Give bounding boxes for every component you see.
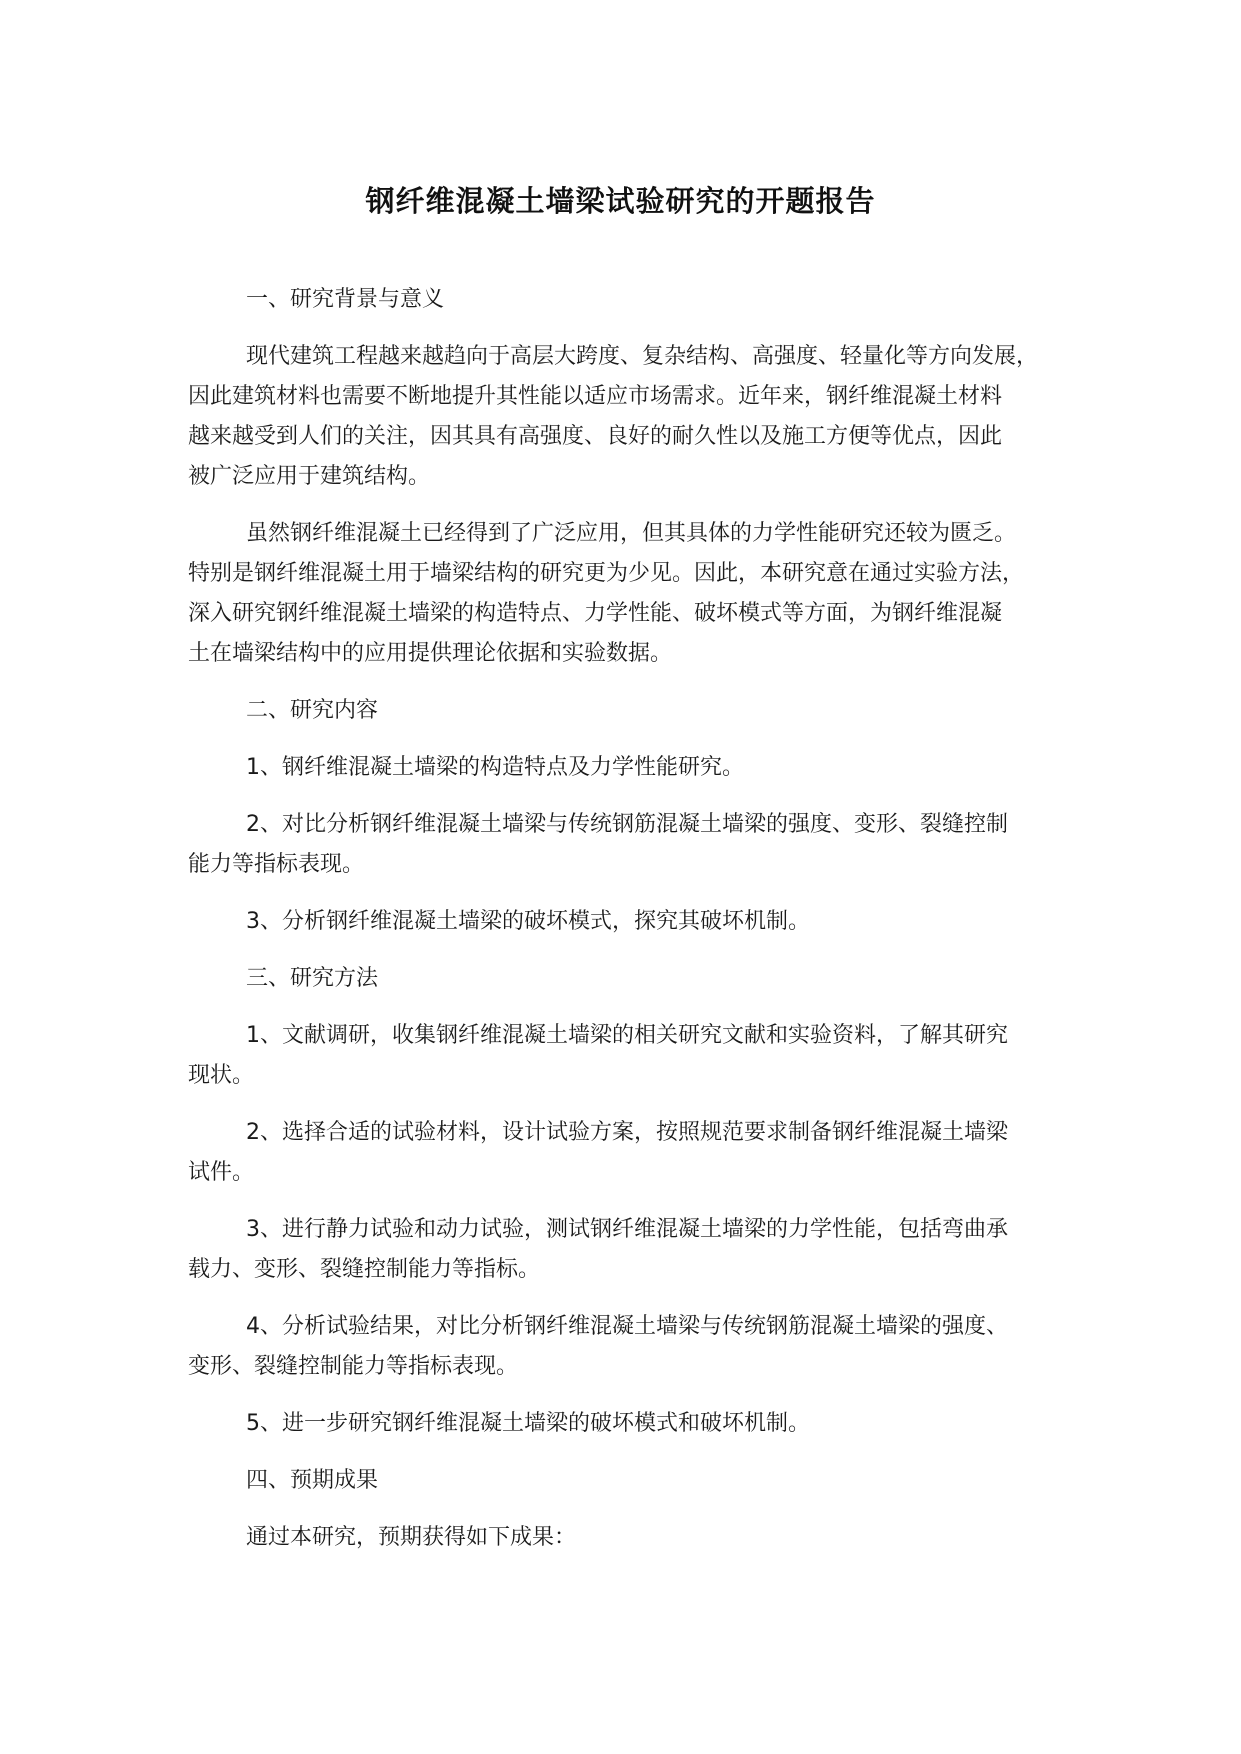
section-heading-methods: 三、研究方法 <box>246 966 379 991</box>
section-heading-background: 一、研究背景与意义 <box>246 287 445 312</box>
section-heading-content: 二、研究内容 <box>246 698 379 723</box>
method-item-4: 4、分析试验结果，对比分析钢纤维混凝土墙梁与传统钢筋混凝土墙梁的强度、 变形、裂缝控制能力等指标表现。 <box>188 1314 1008 1379</box>
paragraph-expected-results: 通过本研究，预期获得如下成果： <box>246 1525 577 1550</box>
method-item-3: 3、进行静力试验和动力试验，测试钢纤维混凝土墙梁的力学性能，包括弯曲承 载力、变形、裂缝控制能力等指标。 <box>188 1217 1008 1282</box>
paragraph-background-2: 虽然钢纤维混凝土已经得到了广泛应用，但其具体的力学性能研究还较为匮乏。 特别是钢纤维混凝土用于墙梁结构的研究更为少见。因此，本研究意在通过实验方法， 深入研究钢纤维混凝土墙梁的构造特点、力学性能、破坏模式等方面，为钢纤维混凝 土在墙梁结构中的应用提供理论依据和实验数据。 <box>188 521 1025 666</box>
section-heading-expected-results: 四、预期成果 <box>246 1468 379 1493</box>
document-body <box>188 280 1088 1575</box>
paragraph-background-1: 现代建筑工程越来越趋向于高层大跨度、复杂结构、高强度、轻量化等方向发展， 因此建筑材料也需要不断地提升其性能以适应市场需求。近年来，钢纤维混凝土材料 越来越受到人们的关注，因其具有高强度、良好的耐久性以及施工方便等优点，因此 被广泛应用于建筑结构。 <box>188 344 1039 489</box>
method-item-2: 2、选择合适的试验材料，设计试验方案，按照规范要求制备钢纤维混凝土墙梁 试件。 <box>188 1120 1008 1185</box>
method-item-1: 1、文献调研，收集钢纤维混凝土墙梁的相关研究文献和实验资料，了解其研究 现状。 <box>188 1023 1008 1088</box>
content-item-2: 2、对比分析钢纤维混凝土墙梁与传统钢筋混凝土墙梁的强度、变形、裂缝控制 能力等指标表现。 <box>188 812 1008 877</box>
content-item-3: 3、分析钢纤维混凝土墙梁的破坏模式，探究其破坏机制。 <box>246 909 810 934</box>
document-title: 钢纤维混凝土墙梁试验研究的开题报告 <box>365 184 876 218</box>
content-item-1: 1、钢纤维混凝土墙梁的构造特点及力学性能研究。 <box>246 755 744 780</box>
method-item-5: 5、进一步研究钢纤维混凝土墙梁的破坏模式和破坏机制。 <box>246 1411 810 1436</box>
